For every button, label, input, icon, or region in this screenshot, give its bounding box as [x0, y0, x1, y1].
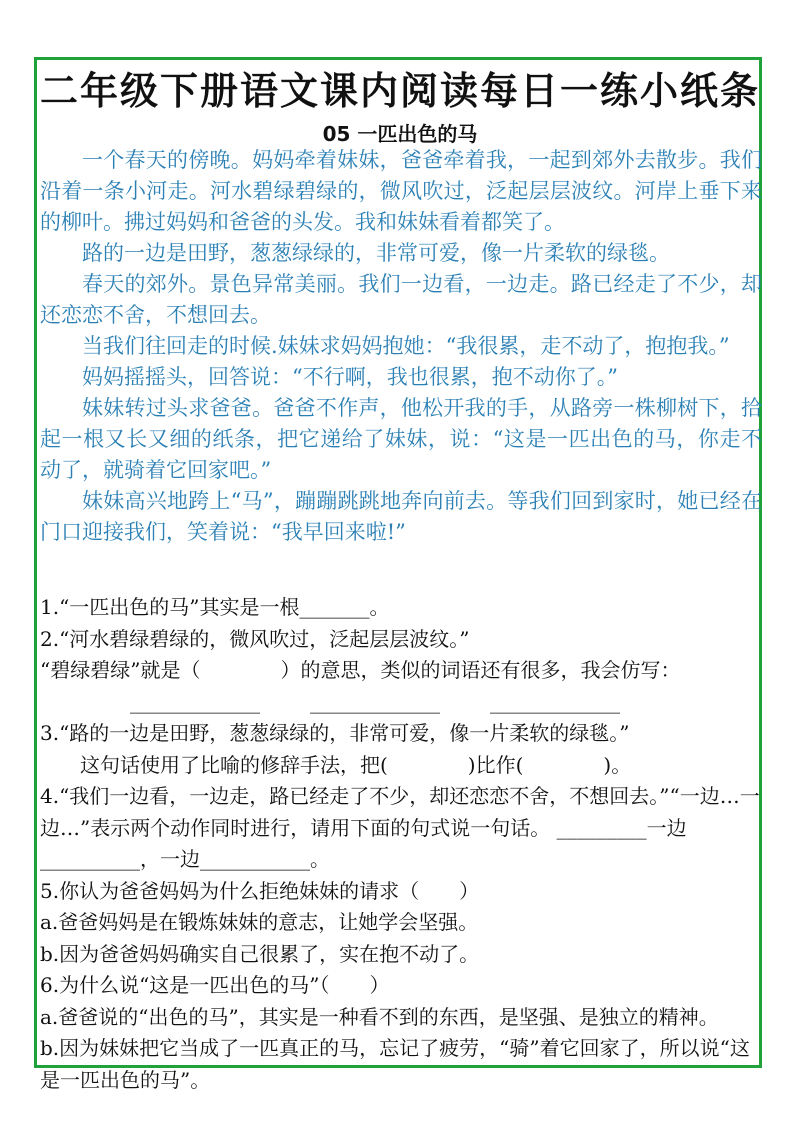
option-5b: b.因为爸爸妈妈确实自己很累了，实在抱不动了。 [40, 941, 480, 966]
passage-paragraph: 当我们往回走的时候.妹妹求妈妈抱她：“我很累，走不动了，抱抱我。” [82, 334, 730, 358]
answer-blank[interactable]: _____________ [130, 689, 260, 714]
passage-paragraph: 妈妈摇摇头，回答说：“不行啊，我也很累，抱不动你了。” [82, 365, 618, 389]
question-2: 2.“河水碧绿碧绿的，微风吹过，泛起层层波纹。” [40, 626, 470, 651]
passage-paragraph: 妹妹转过头求爸爸。爸爸不作声，他松开我的手，从路旁一株柳树下，拾起一根又长又细的纸条，把它递给了妹妹，说：“这是一匹出色的马，你走不动了，就骑着它回家吧。” [40, 396, 762, 482]
passage-paragraph: 一个春天的傍晚。妈妈牵着妹妹，爸爸牵着我，一起到郊外去散步。我们沿着一条小河走。河水碧绿碧绿的，微风吹过，泛起层层波纹。河岸上垂下来的柳叶。拂过妈妈和爸爸的头发。我和妹妹看着都笑了。 [40, 148, 762, 234]
passage-title: 05 一匹出色的马 [322, 122, 478, 146]
question-4: 4.“我们一边看，一边走，路已经走了不少，却还恋恋不舍，不想回去。”“一边…一边…”表示两个动作同时进行，请用下面的句式说一句话。 _________一边__________，一边___________。 [40, 784, 760, 871]
option-5a: a.爸爸妈妈是在锻炼妹妹的意志，让她学会坚强。 [40, 910, 479, 934]
answer-blank[interactable]: _____________ [490, 689, 620, 714]
question-2-blanks [40, 687, 762, 719]
passage-paragraph: 路的一边是田野，葱葱绿绿的，非常可爱，像一片柔软的绿毯。 [82, 241, 670, 265]
question-3: 3.“路的一边是田野，葱葱绿绿的，非常可爱，像一片柔软的绿毯。” [40, 721, 630, 745]
question-1: 1.“一匹出色的马”其实是一根_______。 [40, 595, 390, 619]
question-2-prompt: “碧绿碧绿”就是（ ）的意思，类似的词语还有很多，我会仿写： [40, 658, 681, 682]
reading-passage [40, 145, 762, 548]
question-5: 5.你认为爸爸妈妈为什么拒绝妹妹的请求（ ） [40, 878, 480, 903]
question-3-prompt: 这句话使用了比喻的修辞手法，把( )比作( )。 [80, 752, 632, 777]
option-6b: b.因为妹妹把它当成了一匹真正的马，忘记了疲劳，“骑”着它回家了，所以说“这是一匹出色的马”。 [40, 1036, 750, 1092]
question-6: 6.为什么说“这是一匹出色的马”（ ） [40, 973, 390, 997]
option-6a: a.爸爸说的“出色的马”，其实是一种看不到的东西，是坚强、是独立的精神。 [40, 1004, 719, 1029]
answer-blank[interactable]: _____________ [310, 689, 440, 714]
page-title: 二年级下册语文课内阅读每日一练小纸条 [39, 69, 760, 113]
question-list [40, 592, 762, 1096]
passage-paragraph: 春天的郊外。景色异常美丽。我们一边看，一边走。路已经走了不少，却还恋恋不舍，不想回去。 [40, 272, 762, 327]
passage-paragraph: 妹妹高兴地跨上“马”，蹦蹦跳跳地奔向前去。等我们回到家时，她已经在门口迎接我们，笑着说：“我早回来啦!” [40, 489, 762, 544]
